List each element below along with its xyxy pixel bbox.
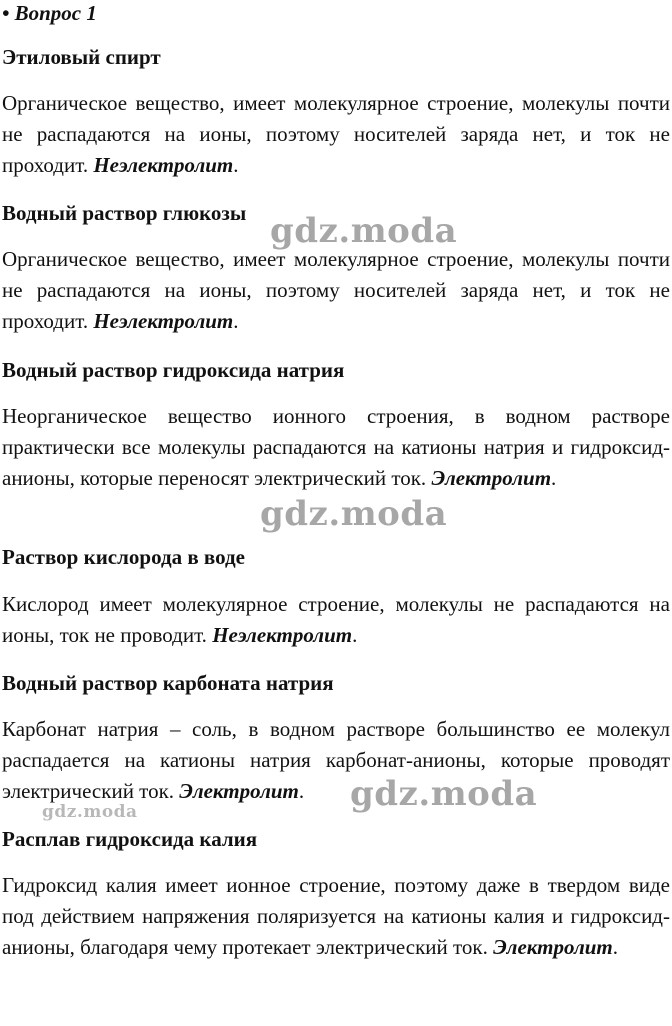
paragraph-tail: . xyxy=(298,779,305,803)
section-heading-naoh: Водный раствор гидроксида натрия xyxy=(2,358,345,382)
paragraph-body: Органическое вещество, имеет молекулярное строение, молекулы почти не распадаются на ионы, поэтому носителей заряда нет, и ток не проходит. xyxy=(2,247,670,333)
paragraph-tail: . xyxy=(233,153,239,177)
verdict-label: Электролит xyxy=(431,466,552,490)
paragraph-body: Карбонат натрия – соль, в водном растворе большинство ее молекул распадается на катионы натрия карбонат-анионы, которые проводят электрический ток. xyxy=(2,717,670,803)
section-heading-ethanol: Этиловый спирт xyxy=(2,45,161,69)
paragraph-tail: . xyxy=(352,623,358,647)
watermark-logo: gdz.moda xyxy=(350,774,538,814)
section-text-glucose xyxy=(2,244,670,337)
paragraph-tail: . xyxy=(551,466,557,490)
question-title: • Вопрос 1 xyxy=(2,1,97,25)
watermark-logo: gdz.moda xyxy=(270,211,458,251)
watermark-logo-small: gdz.moda xyxy=(42,802,138,822)
section-text-ethanol xyxy=(2,88,670,181)
paragraph-body: Неорганическое вещество ионного строения, в водном растворе практически все молекулы распадаются на катионы натрия и гидроксид-анионы, которые переносят электрический ток. xyxy=(2,404,670,490)
paragraph-tail: . xyxy=(233,309,239,333)
section-text-na2co3 xyxy=(2,714,670,807)
watermark-logo: gdz.moda xyxy=(260,494,448,534)
section-heading-koh: Расплав гидроксида калия xyxy=(2,827,258,851)
section-text-oxygen xyxy=(2,589,670,651)
section-text-koh xyxy=(2,870,670,963)
verdict-label: Неэлектролит xyxy=(93,309,234,333)
section-text-naoh xyxy=(2,401,670,494)
verdict-label: Электролит xyxy=(179,779,299,803)
verdict-label: Электролит xyxy=(493,935,613,959)
section-heading-oxygen: Раствор кислорода в воде xyxy=(2,545,245,569)
paragraph-tail: . xyxy=(612,935,618,959)
section-heading-na2co3: Водный раствор карбоната натрия xyxy=(2,671,334,695)
section-heading-glucose: Водный раствор глюкозы xyxy=(2,201,247,225)
paragraph-body: Кислород имеет молекулярное строение, молекулы не распадаются на ионы, ток не проводит. xyxy=(2,592,670,647)
paragraph-body: Гидроксид калия имеет ионное строение, поэтому даже в твердом виде под действием напряжения поляризуется на катионы калия и гидроксид-анионы, благодаря чему протекает электрический ток. xyxy=(2,873,670,959)
paragraph-body: Органическое вещество, имеет молекулярное строение, молекулы почти не распадаются на ионы, поэтому носителей заряда нет, и ток не проходит. xyxy=(2,91,670,177)
verdict-label: Неэлектролит xyxy=(93,153,234,177)
verdict-label: Неэлектролит xyxy=(212,623,353,647)
